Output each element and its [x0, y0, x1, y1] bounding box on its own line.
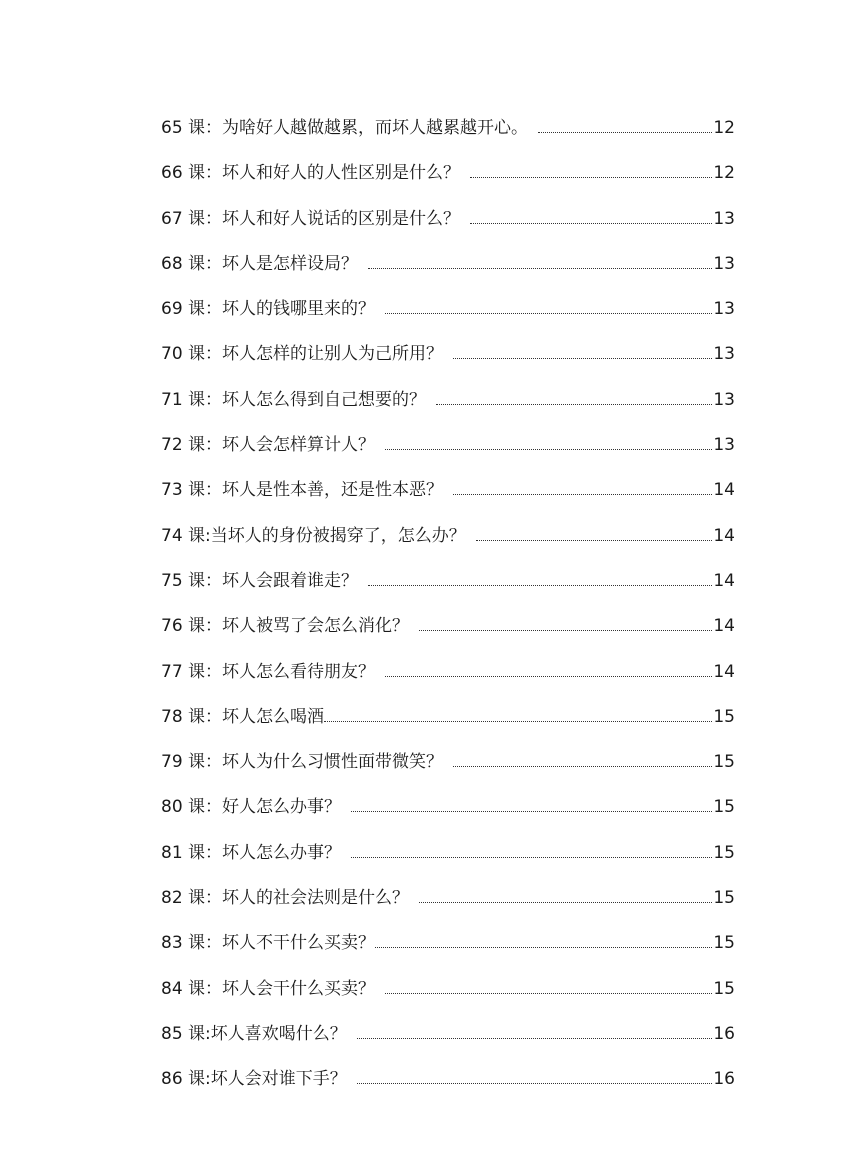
toc-page-number: 13	[713, 208, 735, 229]
toc-entry-title: 79 课：坏人为什么习惯性面带微笑？	[161, 752, 444, 773]
toc-entry-title: 73 课：坏人是性本善，还是性本恶？	[161, 480, 444, 501]
toc-entry-title: 69 课：坏人的钱哪里来的？	[161, 299, 376, 320]
toc-entry-84[interactable]	[161, 974, 735, 1019]
toc-page-number: 13	[713, 299, 735, 320]
toc-entry-65[interactable]	[161, 113, 735, 158]
toc-entry-73[interactable]	[161, 475, 735, 520]
toc-entry-title: 84 课：坏人会干什么买卖？	[161, 978, 376, 999]
toc-dot-leader	[453, 357, 712, 359]
table-of-contents	[161, 113, 735, 1110]
toc-entry-80[interactable]	[161, 792, 735, 837]
toc-entry-title: 76 课：坏人被骂了会怎么消化？	[161, 616, 410, 637]
toc-dot-leader	[470, 222, 712, 224]
toc-dot-leader	[375, 946, 712, 948]
toc-page-number: 15	[713, 978, 735, 999]
toc-dot-leader	[385, 675, 712, 677]
toc-dot-leader	[453, 765, 712, 767]
toc-dot-leader	[538, 131, 712, 133]
toc-dot-leader	[470, 176, 712, 178]
toc-entry-title: 78 课：坏人怎么喝酒	[161, 706, 325, 727]
toc-dot-leader	[324, 720, 712, 722]
toc-dot-leader	[368, 584, 712, 586]
toc-entry-title: 67 课：坏人和好人说话的区别是什么？	[161, 208, 461, 229]
toc-entry-title: 83 课：坏人不干什么买卖？	[161, 933, 376, 954]
toc-page-number: 14	[713, 525, 735, 546]
toc-dot-leader	[351, 856, 712, 858]
toc-dot-leader	[419, 629, 712, 631]
toc-entry-67[interactable]	[161, 204, 735, 249]
toc-entry-69[interactable]	[161, 294, 735, 339]
toc-entry-title: 86 课:坏人会对谁下手？	[161, 1069, 347, 1090]
toc-page-number: 15	[713, 797, 735, 818]
toc-dot-leader	[385, 992, 712, 994]
toc-page-number: 15	[713, 752, 735, 773]
toc-entry-85[interactable]	[161, 1019, 735, 1064]
toc-entry-title: 72 课：坏人会怎样算计人？	[161, 435, 376, 456]
toc-page-number: 15	[713, 933, 735, 954]
toc-entry-76[interactable]	[161, 611, 735, 656]
toc-entry-81[interactable]	[161, 838, 735, 883]
toc-page-number: 13	[713, 253, 735, 274]
toc-page-number: 14	[713, 661, 735, 682]
toc-entry-74[interactable]	[161, 521, 735, 566]
toc-entry-77[interactable]	[161, 657, 735, 702]
toc-dot-leader	[368, 267, 712, 269]
toc-entry-title: 68 课：坏人是怎样设局？	[161, 253, 359, 274]
toc-entry-title: 71 课：坏人怎么得到自己想要的？	[161, 389, 427, 410]
toc-entry-title: 82 课：坏人的社会法则是什么？	[161, 888, 410, 909]
toc-entry-82[interactable]	[161, 883, 735, 928]
toc-entry-83[interactable]	[161, 928, 735, 973]
toc-page-number: 14	[713, 616, 735, 637]
toc-page-number: 13	[713, 435, 735, 456]
toc-entry-title: 81 课：坏人怎么办事？	[161, 842, 342, 863]
toc-page-number: 13	[713, 389, 735, 410]
toc-entry-title: 66 课：坏人和好人的人性区别是什么？	[161, 163, 461, 184]
toc-page-number: 15	[713, 888, 735, 909]
toc-entry-86[interactable]	[161, 1064, 735, 1109]
toc-entry-72[interactable]	[161, 430, 735, 475]
toc-dot-leader	[357, 1082, 713, 1084]
toc-page-number: 12	[713, 118, 735, 138]
toc-dot-leader	[357, 1037, 713, 1039]
toc-entry-title: 80 课：好人怎么办事？	[161, 797, 342, 818]
toc-entry-66[interactable]	[161, 158, 735, 203]
toc-page-number: 16	[713, 1023, 735, 1044]
toc-entry-title: 85 课:坏人喜欢喝什么？	[161, 1023, 347, 1044]
toc-page-number: 12	[713, 163, 735, 184]
toc-entry-70[interactable]	[161, 339, 735, 384]
toc-dot-leader	[385, 448, 712, 450]
toc-dot-leader	[453, 493, 712, 495]
toc-page-number: 15	[713, 842, 735, 863]
toc-entry-title: 65 课：为啥好人越做越累，而坏人越累越开心。	[161, 118, 529, 138]
toc-dot-leader	[436, 403, 712, 405]
toc-page-number: 15	[713, 706, 735, 727]
toc-entry-title: 75 课：坏人会跟着谁走？	[161, 570, 359, 591]
toc-dot-leader	[351, 810, 712, 812]
toc-page-number: 14	[713, 570, 735, 591]
toc-entry-71[interactable]	[161, 385, 735, 430]
toc-page-number: 14	[713, 480, 735, 501]
toc-page-number: 13	[713, 344, 735, 365]
toc-entry-title: 77 课：坏人怎么看待朋友？	[161, 661, 376, 682]
toc-dot-leader	[419, 901, 712, 903]
toc-dot-leader	[385, 312, 712, 314]
toc-entry-title: 74 课:当坏人的身份被揭穿了，怎么办？	[161, 525, 466, 546]
toc-page-number: 16	[713, 1069, 735, 1090]
toc-entry-79[interactable]	[161, 747, 735, 792]
toc-entry-title: 70 课：坏人怎样的让别人为己所用？	[161, 344, 444, 365]
toc-entry-78[interactable]	[161, 702, 735, 747]
toc-entry-68[interactable]	[161, 249, 735, 294]
toc-entry-75[interactable]	[161, 566, 735, 611]
toc-dot-leader	[476, 539, 713, 541]
